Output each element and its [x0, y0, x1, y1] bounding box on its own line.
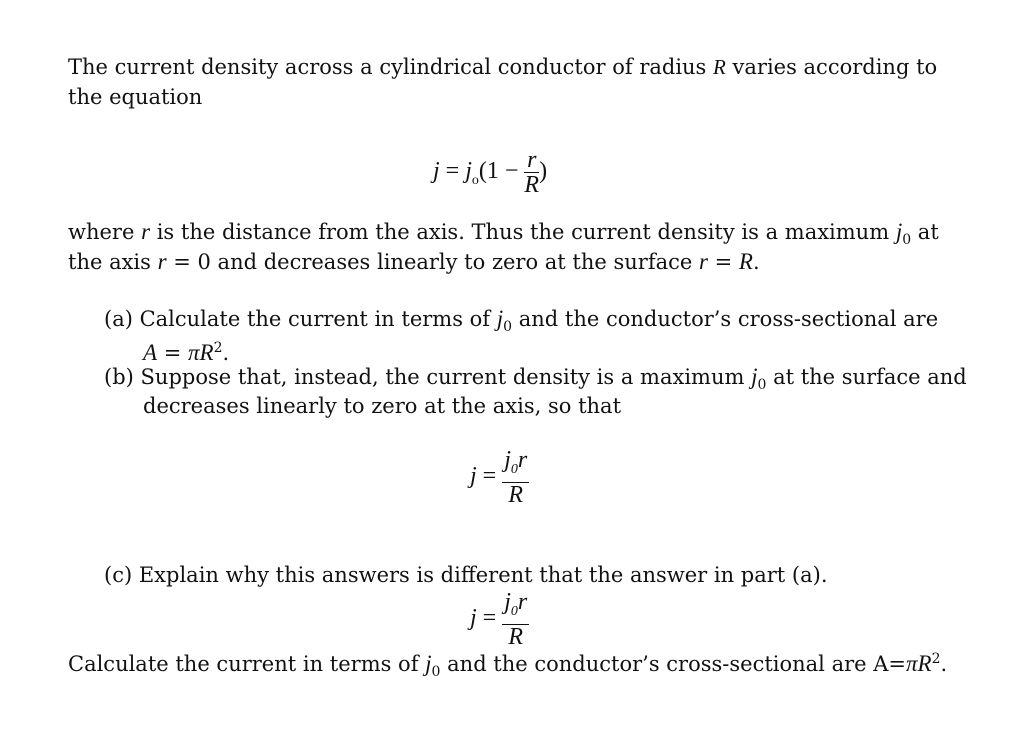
where-line-2: the axis r = 0 and decreases linearly to zero at the surface r = R. [68, 249, 760, 274]
part-a-line-2: $A = \pi R^2$. [143, 340, 230, 365]
fraction-r-over-R: $\frac{r}{R}$ [524, 147, 540, 198]
intro-line-2: the equation [68, 85, 203, 109]
where-line-1: where r is the distance from the axis. Thus the current density is a maximum $j_0$ at [68, 219, 939, 249]
fraction-j0r-over-R-2: $\frac{j_0r}{R}$ [504, 589, 528, 650]
final-line: Calculate the current in terms of $j_0$ and the conductor’s cross-sectional are $A=\pi R^2$. [68, 651, 948, 681]
part-a-label: (a) [104, 307, 133, 331]
part-b-line-2: decreases linearly to zero at the axis, so that [143, 394, 622, 418]
equation-2: j = $\frac{j_0r}{R}$ [470, 447, 528, 508]
part-b-line-1: (b) Suppose that, instead, the current density is a maximum $j_0$ at the surface and [104, 364, 967, 394]
fraction-j0r-over-R: $\frac{j_0r}{R}$ [504, 447, 528, 508]
equation-1: $j = j_o(1$ − $\frac{r}{R}$ ) [433, 147, 548, 198]
part-c-label: (c) [104, 563, 133, 587]
part-c-line: (c) Explain why this answers is different that the answer in part (a). [104, 563, 828, 587]
intro-line-1: The current density across a cylindrical conductor of radius R varies according to [68, 55, 938, 79]
part-a-line-1: (a) Calculate the current in terms of $j_0$ and the conductor’s cross-sectional are [104, 306, 939, 336]
equation-3: j = $\frac{j_0r}{R}$ [470, 589, 528, 650]
part-b-label: (b) [104, 365, 134, 389]
